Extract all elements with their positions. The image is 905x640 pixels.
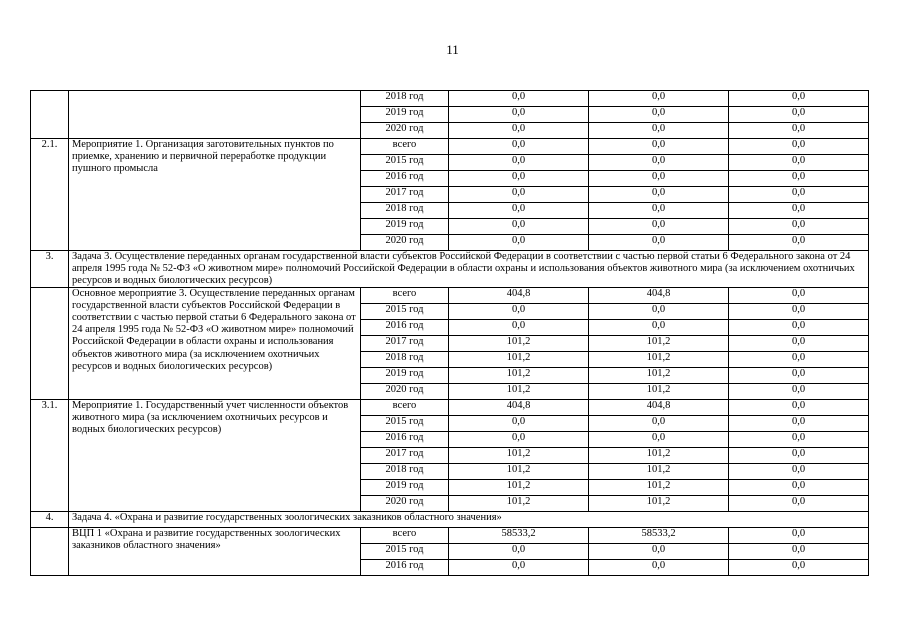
year-cell: 2019 год xyxy=(361,107,449,123)
value-cell: 0,0 xyxy=(729,416,869,432)
task-number: 4. xyxy=(31,512,69,528)
item-name: Мероприятие 1. Государственный учет численности объектов животного мира (за исключением охотничьих ресурсов и водных биологических ресурсов) xyxy=(69,400,361,512)
value-cell: 0,0 xyxy=(729,288,869,304)
value-cell: 0,0 xyxy=(729,528,869,544)
value-cell: 0,0 xyxy=(589,235,729,251)
value-cell: 0,0 xyxy=(729,235,869,251)
value-cell: 0,0 xyxy=(729,107,869,123)
value-cell: 101,2 xyxy=(589,336,729,352)
item-name: ВЦП 1 «Охрана и развитие государственных зоологических заказников областного значения» xyxy=(69,528,361,576)
value-cell: 0,0 xyxy=(589,155,729,171)
value-cell: 0,0 xyxy=(589,560,729,576)
value-cell: 0,0 xyxy=(449,304,589,320)
value-cell: 101,2 xyxy=(589,464,729,480)
value-cell: 0,0 xyxy=(449,187,589,203)
value-cell: 0,0 xyxy=(449,203,589,219)
value-cell: 0,0 xyxy=(729,139,869,155)
table-row xyxy=(31,139,869,155)
year-cell: 2020 год xyxy=(361,235,449,251)
task-number: 3. xyxy=(31,251,69,288)
item-number xyxy=(31,288,69,400)
budget-table xyxy=(30,90,869,576)
value-cell: 0,0 xyxy=(449,139,589,155)
year-cell: 2015 год xyxy=(361,544,449,560)
value-cell: 404,8 xyxy=(589,400,729,416)
value-cell: 101,2 xyxy=(589,496,729,512)
table-row xyxy=(31,528,869,544)
value-cell: 0,0 xyxy=(729,544,869,560)
value-cell: 0,0 xyxy=(729,123,869,139)
value-cell: 0,0 xyxy=(589,416,729,432)
item-number xyxy=(31,91,69,139)
value-cell: 0,0 xyxy=(449,107,589,123)
value-cell: 0,0 xyxy=(729,336,869,352)
value-cell: 0,0 xyxy=(729,304,869,320)
value-cell: 0,0 xyxy=(449,91,589,107)
year-cell: 2020 год xyxy=(361,384,449,400)
task-row xyxy=(31,251,869,288)
value-cell: 0,0 xyxy=(589,219,729,235)
year-cell: всего xyxy=(361,288,449,304)
year-cell: 2020 год xyxy=(361,496,449,512)
year-cell: всего xyxy=(361,400,449,416)
value-cell: 101,2 xyxy=(449,480,589,496)
value-cell: 0,0 xyxy=(729,320,869,336)
task-text: Задача 4. «Охрана и развитие государственных зоологических заказников областного значения» xyxy=(69,512,869,528)
table-row xyxy=(31,400,869,416)
value-cell: 404,8 xyxy=(449,400,589,416)
page-number: 11 xyxy=(446,42,459,57)
value-cell: 0,0 xyxy=(449,123,589,139)
year-cell: 2017 год xyxy=(361,448,449,464)
item-number: 2.1. xyxy=(31,139,69,251)
value-cell: 0,0 xyxy=(449,155,589,171)
value-cell: 0,0 xyxy=(449,560,589,576)
table-row xyxy=(31,91,869,107)
value-cell: 0,0 xyxy=(589,320,729,336)
value-cell: 0,0 xyxy=(729,480,869,496)
year-cell: 2016 год xyxy=(361,320,449,336)
year-cell: 2020 год xyxy=(361,123,449,139)
year-cell: 2015 год xyxy=(361,304,449,320)
value-cell: 101,2 xyxy=(589,480,729,496)
value-cell: 0,0 xyxy=(449,219,589,235)
value-cell: 0,0 xyxy=(729,203,869,219)
item-number xyxy=(31,528,69,576)
value-cell: 0,0 xyxy=(729,560,869,576)
value-cell: 0,0 xyxy=(449,416,589,432)
value-cell: 101,2 xyxy=(449,496,589,512)
value-cell: 404,8 xyxy=(449,288,589,304)
value-cell: 101,2 xyxy=(449,352,589,368)
value-cell: 0,0 xyxy=(729,496,869,512)
year-cell: 2018 год xyxy=(361,91,449,107)
value-cell: 0,0 xyxy=(589,544,729,560)
value-cell: 0,0 xyxy=(449,235,589,251)
item-name xyxy=(69,91,361,139)
year-cell: 2018 год xyxy=(361,464,449,480)
value-cell: 0,0 xyxy=(589,203,729,219)
value-cell: 0,0 xyxy=(729,352,869,368)
value-cell: 101,2 xyxy=(449,384,589,400)
year-cell: 2019 год xyxy=(361,219,449,235)
value-cell: 0,0 xyxy=(589,139,729,155)
value-cell: 101,2 xyxy=(589,368,729,384)
value-cell: 0,0 xyxy=(729,384,869,400)
value-cell: 0,0 xyxy=(729,219,869,235)
value-cell: 101,2 xyxy=(589,384,729,400)
value-cell: 0,0 xyxy=(589,432,729,448)
year-cell: 2017 год xyxy=(361,187,449,203)
year-cell: всего xyxy=(361,139,449,155)
year-cell: 2016 год xyxy=(361,560,449,576)
value-cell: 0,0 xyxy=(729,464,869,480)
value-cell: 0,0 xyxy=(449,171,589,187)
value-cell: 0,0 xyxy=(729,368,869,384)
value-cell: 101,2 xyxy=(449,448,589,464)
value-cell: 0,0 xyxy=(729,155,869,171)
year-cell: 2015 год xyxy=(361,416,449,432)
year-cell: 2019 год xyxy=(361,368,449,384)
year-cell: 2019 год xyxy=(361,480,449,496)
year-cell: 2016 год xyxy=(361,432,449,448)
value-cell: 101,2 xyxy=(449,464,589,480)
value-cell: 101,2 xyxy=(589,448,729,464)
value-cell: 0,0 xyxy=(449,544,589,560)
value-cell: 58533,2 xyxy=(589,528,729,544)
item-name: Основное мероприятие 3. Осуществление переданных органам государственной власти субъектов Российской Федерации в соответствии с частью первой статьи 6 Федерального закона от 24 апреля 1995 года № 52-ФЗ «О животном мире» полномочий Российской Федерации в области охраны и использования объектов животного мира (за исключением охотничьих ресурсов и водных биологических ресурсов) xyxy=(69,288,361,400)
year-cell: 2016 год xyxy=(361,171,449,187)
task-row xyxy=(31,512,869,528)
value-cell: 0,0 xyxy=(729,91,869,107)
value-cell: 58533,2 xyxy=(449,528,589,544)
value-cell: 0,0 xyxy=(589,91,729,107)
value-cell: 101,2 xyxy=(449,336,589,352)
year-cell: всего xyxy=(361,528,449,544)
value-cell: 0,0 xyxy=(449,432,589,448)
value-cell: 0,0 xyxy=(729,187,869,203)
value-cell: 0,0 xyxy=(589,304,729,320)
value-cell: 0,0 xyxy=(729,400,869,416)
item-name: Мероприятие 1. Организация заготовительных пунктов по приемке, хранению и первичной переработке продукции пушного промысла xyxy=(69,139,361,251)
value-cell: 101,2 xyxy=(589,352,729,368)
value-cell: 0,0 xyxy=(729,448,869,464)
value-cell: 404,8 xyxy=(589,288,729,304)
value-cell: 0,0 xyxy=(589,123,729,139)
year-cell: 2018 год xyxy=(361,352,449,368)
value-cell: 0,0 xyxy=(729,432,869,448)
task-text: Задача 3. Осуществление переданных органам государственной власти субъектов Российской Федерации в соответствии с частью первой статьи 6 Федерального закона от 24 апреля 1995 года № 52-ФЗ «О животном мире» полномочий Российской Федерации в области охраны и использования объектов животного мира (за исключением охотничьих ресурсов и водных биологических ресурсов) xyxy=(69,251,869,288)
value-cell: 101,2 xyxy=(449,368,589,384)
value-cell: 0,0 xyxy=(449,320,589,336)
value-cell: 0,0 xyxy=(589,107,729,123)
item-number: 3.1. xyxy=(31,400,69,512)
value-cell: 0,0 xyxy=(589,171,729,187)
year-cell: 2017 год xyxy=(361,336,449,352)
year-cell: 2015 год xyxy=(361,155,449,171)
table-row xyxy=(31,288,869,304)
year-cell: 2018 год xyxy=(361,203,449,219)
value-cell: 0,0 xyxy=(729,171,869,187)
value-cell: 0,0 xyxy=(589,187,729,203)
